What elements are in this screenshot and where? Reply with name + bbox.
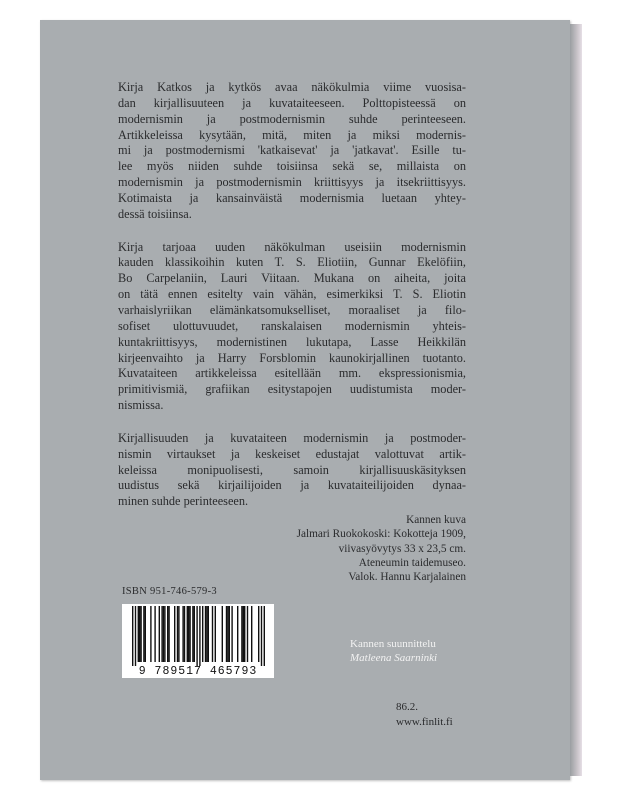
cover-image-credit [260, 513, 466, 584]
barcode-bar [208, 606, 209, 662]
barcode-bar [159, 606, 160, 662]
barcode-bar [215, 606, 216, 662]
barcode-bar [167, 606, 168, 662]
barcode-bar [161, 606, 162, 662]
barcode-bar [177, 606, 178, 662]
barcode [122, 604, 274, 678]
barcode-bar [143, 606, 144, 662]
barcode-bar [264, 606, 265, 666]
barcode-bar [139, 606, 140, 662]
barcode-bar [164, 606, 165, 662]
barcode-bar [226, 606, 227, 662]
text-line: kuntakriittisyys, modernistinen lukutapa, Lasse Heikkilän [118, 334, 466, 349]
barcode-bar [212, 606, 213, 662]
barcode-bar [174, 606, 175, 662]
text-line: mi ja postmodernismi 'katkaisevat' ja 'jatkavat'. Esille tu- [118, 143, 466, 158]
barcode-bar [261, 606, 262, 666]
design-label: Kannen suunnittelu [350, 638, 436, 650]
barcode-bar [182, 606, 183, 662]
text-line: dessä toisiinsa. [118, 206, 192, 221]
barcode-bar [243, 606, 244, 662]
text-line: Bo Carpelaniin, Lauri Viitaan. Mukana on aiheita, joita [118, 271, 466, 286]
text-line: nismin virtaukset ja keskeiset edustajat valottuvat artik- [118, 446, 466, 461]
barcode-bar [187, 606, 188, 662]
barcode-bar [231, 606, 232, 662]
barcode-bar [140, 606, 141, 662]
blurb-paragraph [118, 240, 466, 414]
barcode-bar [188, 606, 189, 662]
text-line: Kirja Katkos ja kytkös avaa näkökulmia viime vuosisa- [118, 80, 466, 94]
text-line: lee myös niiden suhde toisiinsa sekä se, millaista on [118, 159, 466, 174]
credit-line: Ateneumin taidemuseo. [358, 556, 466, 569]
text-line: kauden klassikoihin kuten T. S. Eliotiin, Gunnar Ekelöfiin, [118, 255, 466, 270]
isbn-number: ISBN 951-746-579-3 [122, 586, 217, 597]
blurb-paragraph [118, 80, 466, 223]
barcode-bar [135, 606, 136, 666]
credit-line: viivasyövytys 33 x 23,5 cm. [338, 542, 466, 555]
text-line: Kirjallisuuden ja kuvataiteen modernismin ja postmoder- [118, 430, 466, 445]
barcode-bar [154, 606, 155, 662]
text-line: Kuvataiteen artikkeleissa esitellään mm. ekspressionismia, [118, 366, 466, 381]
text-line: Kirja tarjoaa uuden näkökulman useisiin modernismin [118, 239, 466, 254]
barcode-bar [145, 606, 146, 662]
barcode-bar [205, 606, 206, 662]
barcode-bar [132, 606, 133, 666]
text-line: sofiset ulottuvuudet, ranskalaisen modernismin yhteis- [118, 318, 466, 333]
barcode-bar [178, 606, 179, 662]
text-line: minen suhde perinteeseen. [118, 494, 249, 509]
barcode-bar [258, 606, 259, 662]
text-line: modernismin ja postmodernismin suhde perinteeseen. [118, 111, 466, 126]
barcode-bar [247, 606, 248, 662]
text-line: on tätä ennen esitelty vain vähän, esimerkiksi T. S. Eliotin [118, 287, 466, 302]
barcode-bar [199, 606, 200, 666]
text-line: varhaislyriikan elämänkatsomukselliset, moraaliset ja filo- [118, 302, 466, 317]
barcode-bar [244, 606, 245, 662]
barcode-bar [251, 606, 252, 662]
text-line: Kotimaista ja kansainväistä modernismia luetaan yhtey- [118, 190, 466, 205]
text-line: uudistus sekä kirjailijoiden ja kuvataiteilijoiden dynaa- [118, 478, 466, 493]
designer-name: Matleena Saarninki [350, 652, 438, 664]
price-code: 86.2. [396, 701, 418, 713]
barcode-bar [222, 606, 223, 662]
barcode-bar [227, 606, 228, 662]
barcode-bar [168, 606, 169, 662]
barcode-bar [138, 606, 139, 662]
text-line: kirjeenvaihto ja Harry Forsblomin kaunokirjallinen tuotanto. [118, 350, 466, 365]
publisher-website: www.finlit.fi [396, 716, 453, 728]
barcode-bar [206, 606, 207, 662]
credit-heading: Kannen kuva [406, 514, 466, 526]
text-line: primitivismiä, grafiikan esitystapojen uudistumista moder- [118, 382, 466, 397]
barcode-bar [202, 606, 203, 662]
barcode-bar [241, 606, 242, 662]
text-line: modernismin ja postmodernismin kriittisyys ja itsekriittisyys. [118, 175, 466, 190]
blurb-text [118, 80, 466, 527]
barcode-digits: 9 789517 465793 [138, 665, 258, 678]
barcode-bar [150, 606, 151, 662]
barcode-bar [196, 606, 197, 666]
book-spine-edge [570, 24, 582, 776]
barcode-bar [237, 606, 238, 662]
cover-design-credit [350, 637, 437, 665]
barcode-bar [194, 606, 195, 662]
barcode-bar [229, 606, 230, 662]
barcode-bar [189, 606, 190, 662]
text-line: Artikkeleissa kysytään, mitä, miten ja miksi modernis- [118, 127, 466, 142]
text-line: keleissa monipuolisesti, samoin kirjallisuuskäsityksen [118, 462, 466, 477]
barcode-bar [192, 606, 193, 662]
credit-line: Jalmari Ruokokoski: Kokotteja 1909, [296, 528, 466, 541]
text-line: dan kirjallisuuteen ja kuvataiteeseen. Polttopisteessä on [118, 95, 466, 110]
blurb-paragraph [118, 431, 466, 510]
barcode-bar [163, 606, 164, 662]
barcode-bar [184, 606, 185, 662]
credit-line: Valok. Hannu Karjalainen [348, 571, 466, 584]
text-line: nismissa. [118, 398, 164, 413]
